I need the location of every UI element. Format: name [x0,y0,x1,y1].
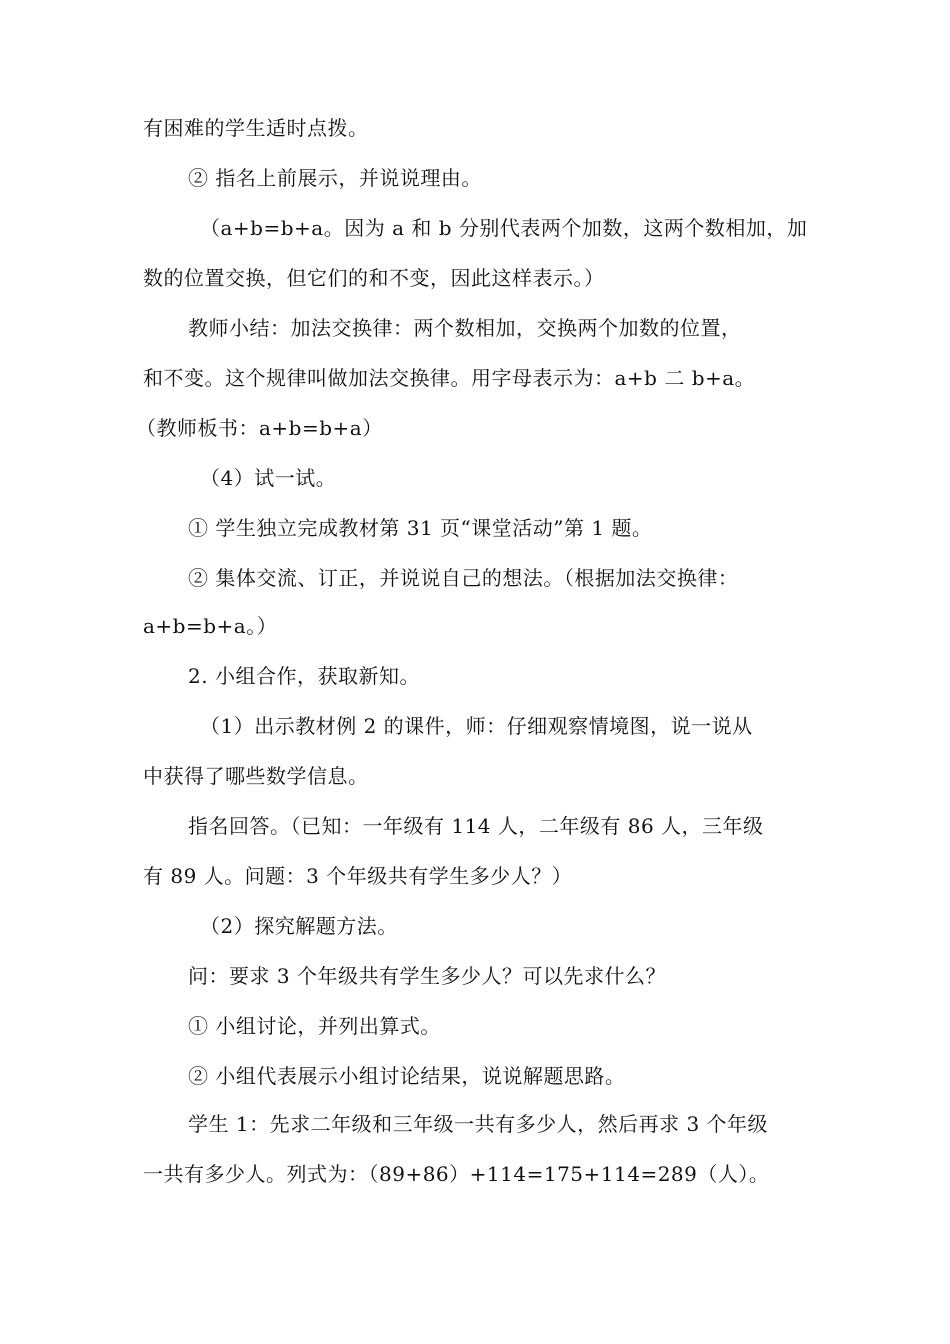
text-line-7: （教师板书：a+b=b+a） [136,416,383,440]
text-line-3: （a+b=b+a。因为 a 和 b 分别代表两个加数，这两个数相加，加 [200,216,808,240]
text-line-15: 指名回答。（已知：一年级有 114 人，二年级有 86 人，三年级 [188,814,764,838]
text-line-2: ② 指名上前展示，并说说理由。 [188,166,482,190]
text-line-20: ② 小组代表展示小组讨论结果，说说解题思路。 [188,1064,626,1088]
text-line-19: ① 小组讨论，并列出算式。 [188,1014,441,1038]
text-line-11: a+b=b+a。） [143,614,278,638]
text-line-21: 学生 1：先求二年级和三年级一共有多少人，然后再求 3 个年级 [188,1112,769,1136]
text-line-10: ② 集体交流、订正，并说说自己的想法。（根据加法交换律： [188,566,739,590]
text-line-12: 2. 小组合作，获取新知。 [188,664,420,688]
text-line-22: 一共有多少人。列式为：（89+86）+114=175+114=289（人）。 [143,1162,770,1186]
text-line-14: 中获得了哪些数学信息。 [143,764,369,788]
text-line-6: 和不变。这个规律叫做加法交换律。用字母表示为：a+b 二 b+a。 [143,366,756,390]
text-line-18: 问：要求 3 个年级共有学生多少人？可以先求什么？ [188,964,666,988]
text-line-17: （2）探究解题方法。 [200,914,398,938]
text-line-13: （1）出示教材例 2 的课件，师：仔细观察情境图，说一说从 [200,714,753,738]
text-line-8: （4）试一试。 [200,466,337,490]
text-line-1: 有困难的学生适时点拨。 [143,116,369,140]
text-line-16: 有 89 人。问题：3 个年级共有学生多少人？） [143,864,573,888]
text-line-5: 教师小结：加法交换律：两个数相加，交换两个加数的位置， [188,316,742,340]
text-line-4: 数的位置交换，但它们的和不变，因此这样表示。） [143,266,605,290]
text-line-9: ① 学生独立完成教材第 31 页“课堂活动”第 1 题。 [188,516,653,540]
